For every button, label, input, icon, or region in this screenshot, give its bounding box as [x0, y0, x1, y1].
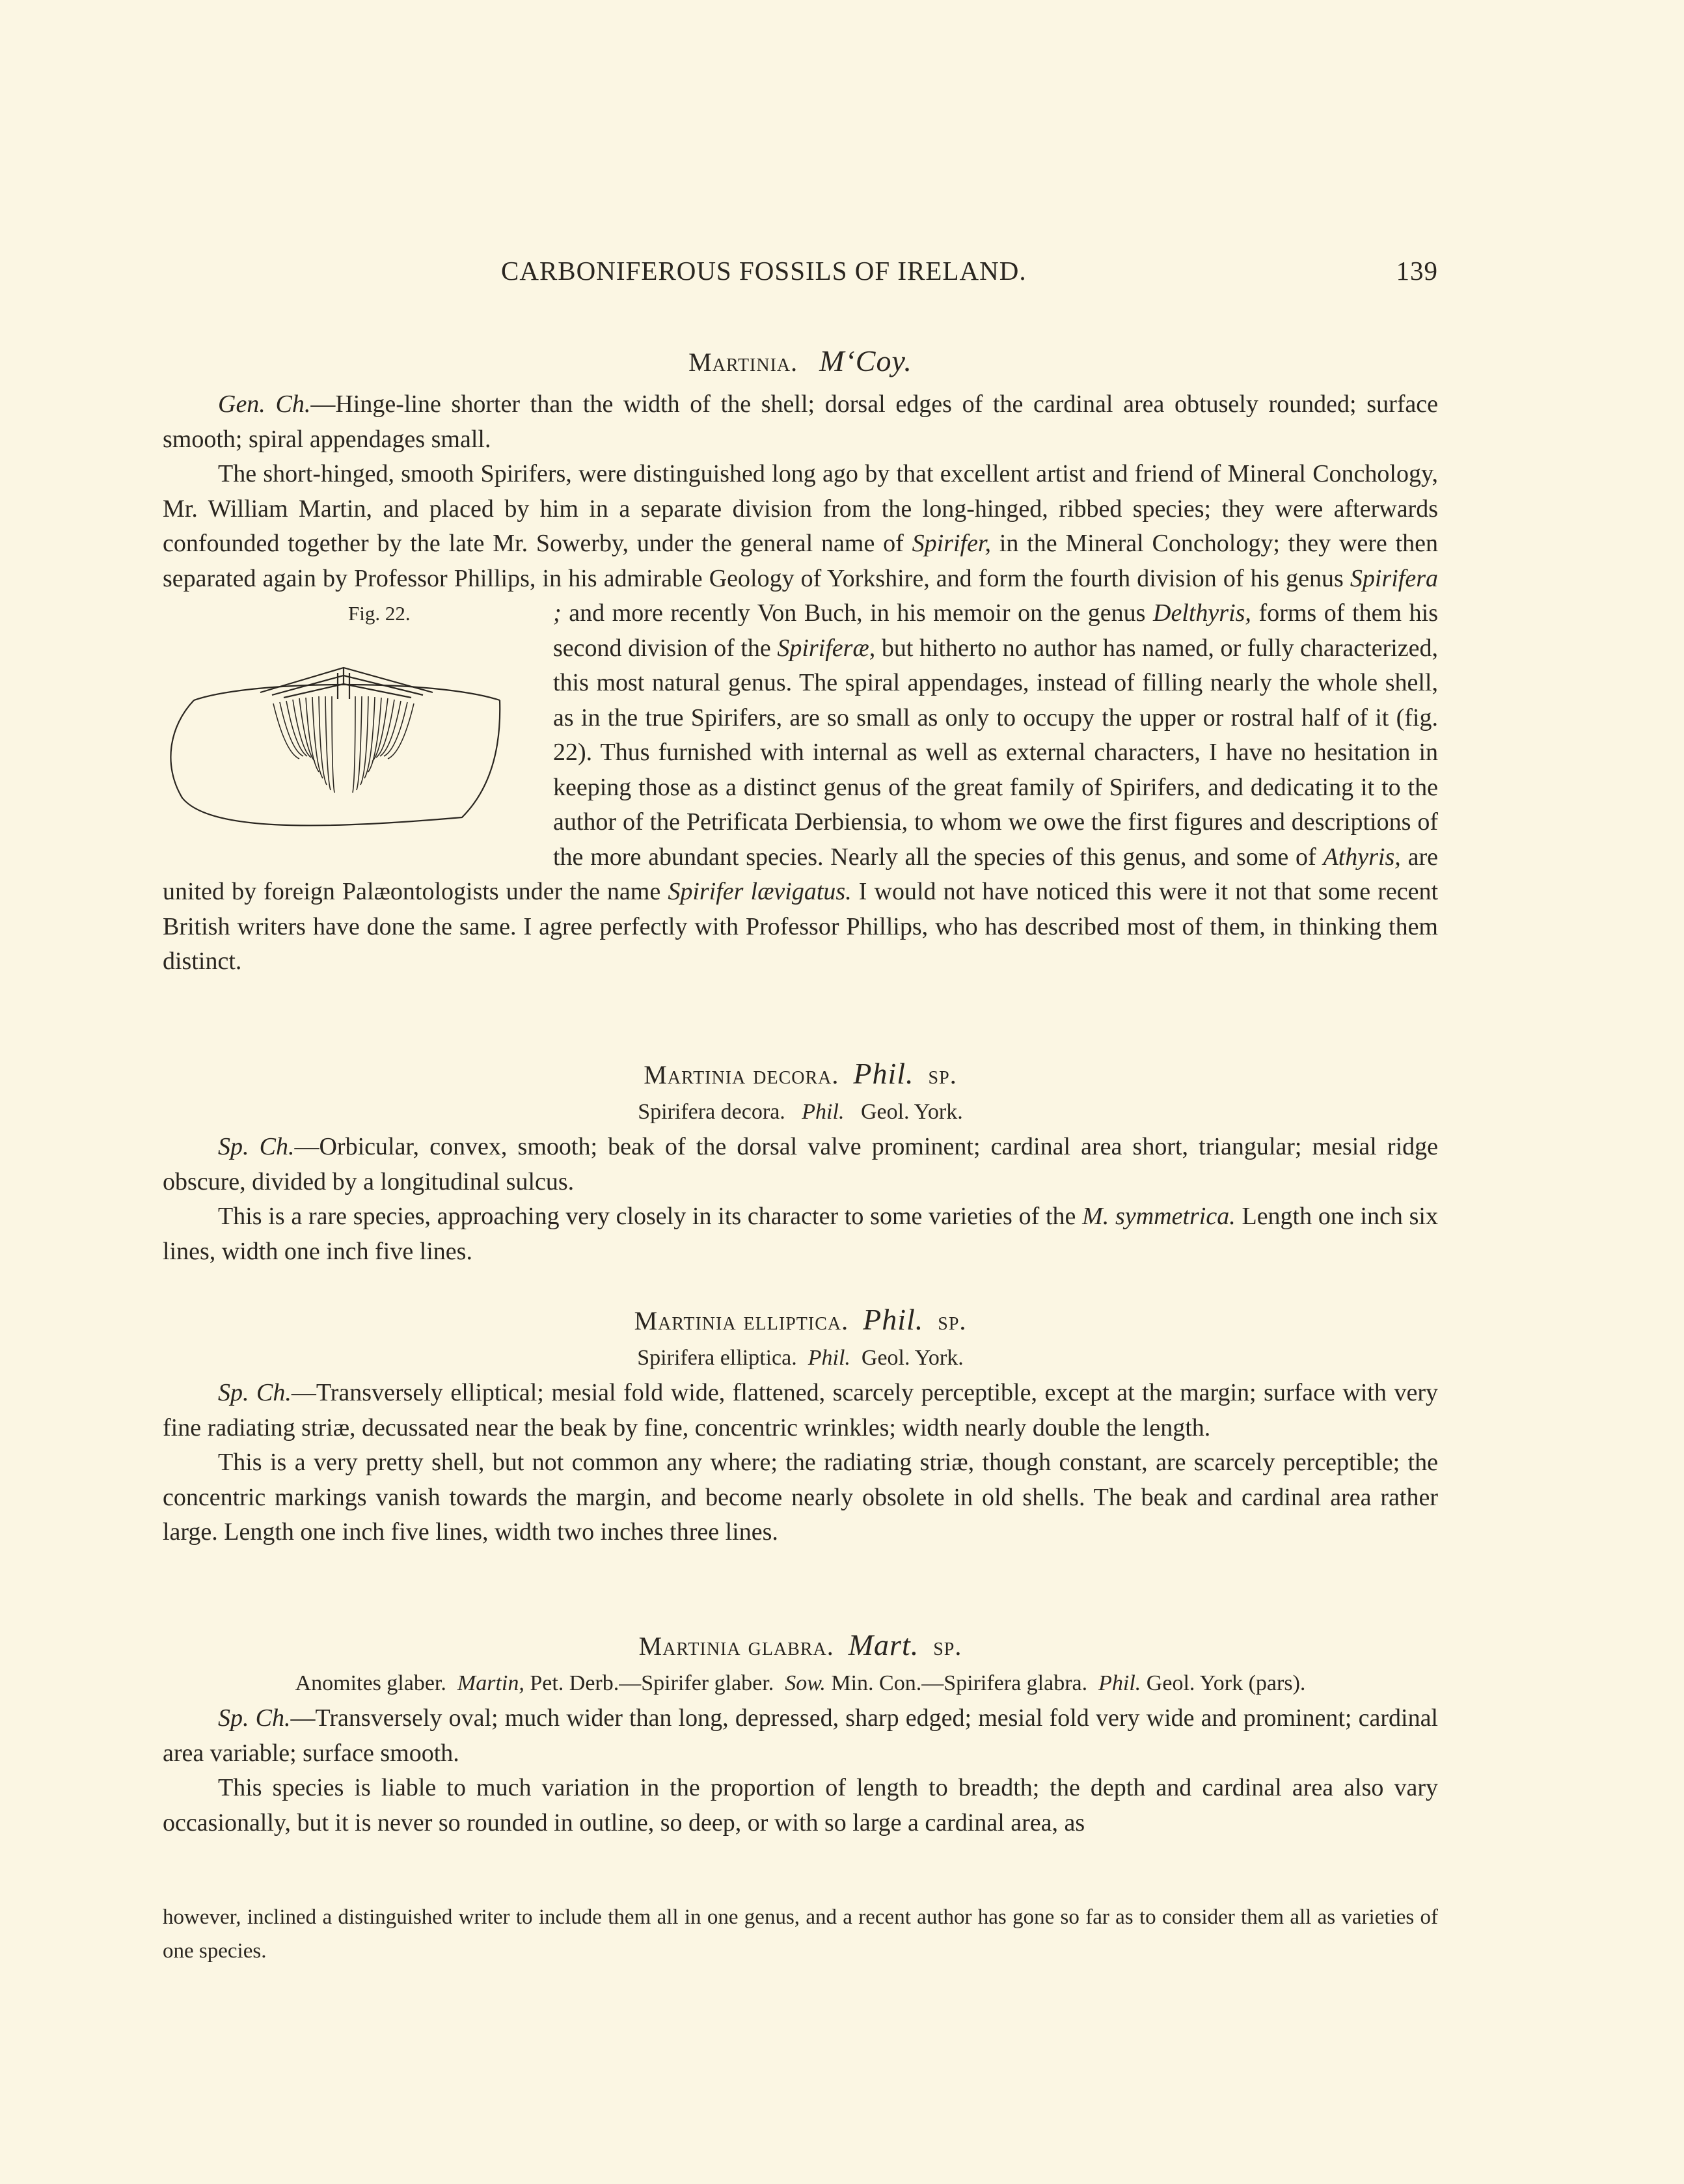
page-number: 139	[1396, 256, 1438, 286]
species-note: This is a very pretty shell, but not common any where; the radiating striæ, though constant, are scarcely perceptible; the concentric markings vanish towards the margin, and become nearly obsolete in old shells. The beak and cardinal area rather large. Length one inch five lines, width two inches three lines.	[163, 1449, 1438, 1546]
sp-ch-label: Sp. Ch.	[218, 1704, 291, 1732]
synonym: Spirifera decora.	[638, 1100, 785, 1124]
text-run: I would not have noticed this were it not that some recent British writers have done the same. I agree perfectly with Professor Phillips, who has described most of them, in thinking them distinct.	[163, 878, 1439, 975]
species-author: Phil.	[853, 1057, 914, 1090]
specific-characters	[163, 1130, 1438, 1199]
figure-22	[156, 596, 534, 850]
specific-characters	[163, 1701, 1438, 1771]
genus-section	[163, 342, 1438, 979]
genus-heading	[163, 342, 1438, 382]
synonym-author: Phil.	[1098, 1671, 1141, 1695]
species-heading	[163, 1300, 1438, 1341]
synonymy	[163, 1666, 1438, 1701]
synonym: Anomites glaber.	[295, 1671, 446, 1695]
synonym-ref: Pet. Derb.—Spirifer glaber.	[530, 1671, 774, 1695]
text-run: This is a rare species, approaching very closely in its character to some varieties of the	[218, 1203, 1083, 1230]
species-decora	[163, 1054, 1438, 1269]
genus-name: Martinia.	[688, 348, 798, 377]
synonym-author: Martin,	[457, 1671, 524, 1695]
sp-ch-text: —Transversely oval; much wider than long, depressed, sharp edged; mesial fold very wide and prominent; cardinal area variable; surface smooth.	[163, 1704, 1438, 1767]
species-name: Martinia decora.	[644, 1060, 839, 1089]
running-title: CARBONIFEROUS FOSSILS OF IRELAND.	[501, 256, 1027, 286]
synonym-ref: Min. Con.—Spirifera glabra.	[831, 1671, 1088, 1695]
taxon-name: Delthyris,	[1153, 599, 1251, 627]
sp-ch-label: Sp. Ch.	[218, 1379, 292, 1406]
taxon-name: Spiriferæ,	[777, 634, 876, 662]
taxon-name: Spirifer lævigatus.	[668, 878, 852, 905]
genus-author: M‘Coy.	[819, 344, 912, 377]
text-run: forms of them his second division of the	[553, 599, 1438, 662]
synonymy	[163, 1341, 1438, 1376]
generic-characters	[163, 387, 1438, 457]
shell-diagram	[156, 622, 534, 843]
text-run: in the Mineral Conchology; they were then separated again by Professor Phillips, in his admirable Geology of Yorkshire, and form the fourth division of his genus	[163, 530, 1438, 592]
species-author: Mart.	[848, 1628, 919, 1661]
sp-ch-text: —Transversely elliptical; mesial fold wide, flattened, scarcely perceptible, except at the margin; surface with very fine radiating striæ, decussated near the beak by fine, concentric wrinkles; width nearly double the length.	[163, 1379, 1438, 1441]
species-note: This species is liable to much variation in the proportion of length to breadth; the depth and cardinal area also vary occasionally, but it is never so rounded in outline, so deep, or with so large a cardinal area, as	[163, 1774, 1438, 1836]
gen-ch-text: —Hinge-line shorter than the width of the shell; dorsal edges of the cardinal area obtusely rounded; surface smooth; spiral appendages small.	[163, 390, 1438, 453]
species-note	[163, 1199, 1438, 1269]
gen-ch-label: Gen. Ch.	[218, 390, 311, 418]
species-heading	[163, 1054, 1438, 1095]
species-elliptica	[163, 1300, 1438, 1550]
sp-ch-label: Sp. Ch.	[218, 1133, 295, 1160]
genus-discussion	[163, 457, 1438, 979]
text-run: are united by foreign Palæontologists under the name	[163, 843, 1438, 905]
species-heading	[163, 1626, 1438, 1666]
synonym-author: Phil.	[802, 1100, 845, 1124]
synonymy	[163, 1095, 1438, 1130]
synonym-ref: Geol. York (pars).	[1146, 1671, 1306, 1695]
footnote	[163, 1900, 1438, 1968]
specific-characters	[163, 1376, 1438, 1445]
synonym: Spirifera elliptica.	[637, 1346, 797, 1370]
species-author: Phil.	[863, 1303, 924, 1336]
species-name: Martinia glabra.	[638, 1631, 834, 1661]
synonym-ref: Geol. York.	[860, 1100, 963, 1124]
taxon-name: Spirifer,	[912, 530, 992, 557]
figure-label: Fig. 22.	[348, 602, 411, 625]
taxon-name: Athyris,	[1323, 843, 1401, 871]
text-run: The short-hinged, smooth Spirifers, were distinguished long ago by that excellent artist and friend of Mineral Conchology, Mr. William Martin, and placed by him in a separate division from the long-hinged, ribbed species; they were afterwards confounded together by the late Mr. Sowerby, under the general name of	[163, 460, 1438, 557]
taxon-name: Spirifera ;	[553, 564, 1438, 627]
sp-abbrev: sp.	[928, 1060, 957, 1089]
taxon-name: M. symmetrica.	[1082, 1203, 1236, 1230]
synonym-ref: Geol. York.	[861, 1346, 964, 1370]
species-glabra	[163, 1626, 1438, 1840]
sp-abbrev: sp.	[933, 1631, 962, 1661]
synonym-author: Sow.	[785, 1671, 826, 1695]
footnote-text: however, inclined a distinguished writer to include them all in one genus, and a recent author has gone so far as to consider them all as varieties of one species.	[163, 1905, 1438, 1963]
synonym-author: Phil.	[808, 1346, 850, 1370]
sp-abbrev: sp.	[938, 1306, 967, 1335]
species-name: Martinia elliptica.	[634, 1306, 849, 1335]
text-run: and more recently Von Buch, in his memoir on the genus	[561, 599, 1153, 627]
text-run: but hitherto no author has named, or fully characterized, this most natural genus. The spiral appendages, instead of filling nearly the whole shell, as in the true Spirifers, are so small as only to occupy the upper or rostral half of it (fig. 22). Thus furnished with internal as well as external characters, I have no hesitation in keeping those as a distinct genus of the great family of Spirifers, and dedicating it to the author of the Petrificata Derbiensia, to whom we owe the first figures and descriptions of the more abundant species. Nearly all the species of this genus, and some of	[553, 634, 1439, 871]
sp-ch-text: —Orbicular, convex, smooth; beak of the dorsal valve prominent; cardinal area short, triangular; mesial ridge obscure, divided by a longitudinal sulcus.	[163, 1133, 1438, 1195]
text-run: Length one inch six lines, width one inch five lines.	[163, 1203, 1438, 1265]
